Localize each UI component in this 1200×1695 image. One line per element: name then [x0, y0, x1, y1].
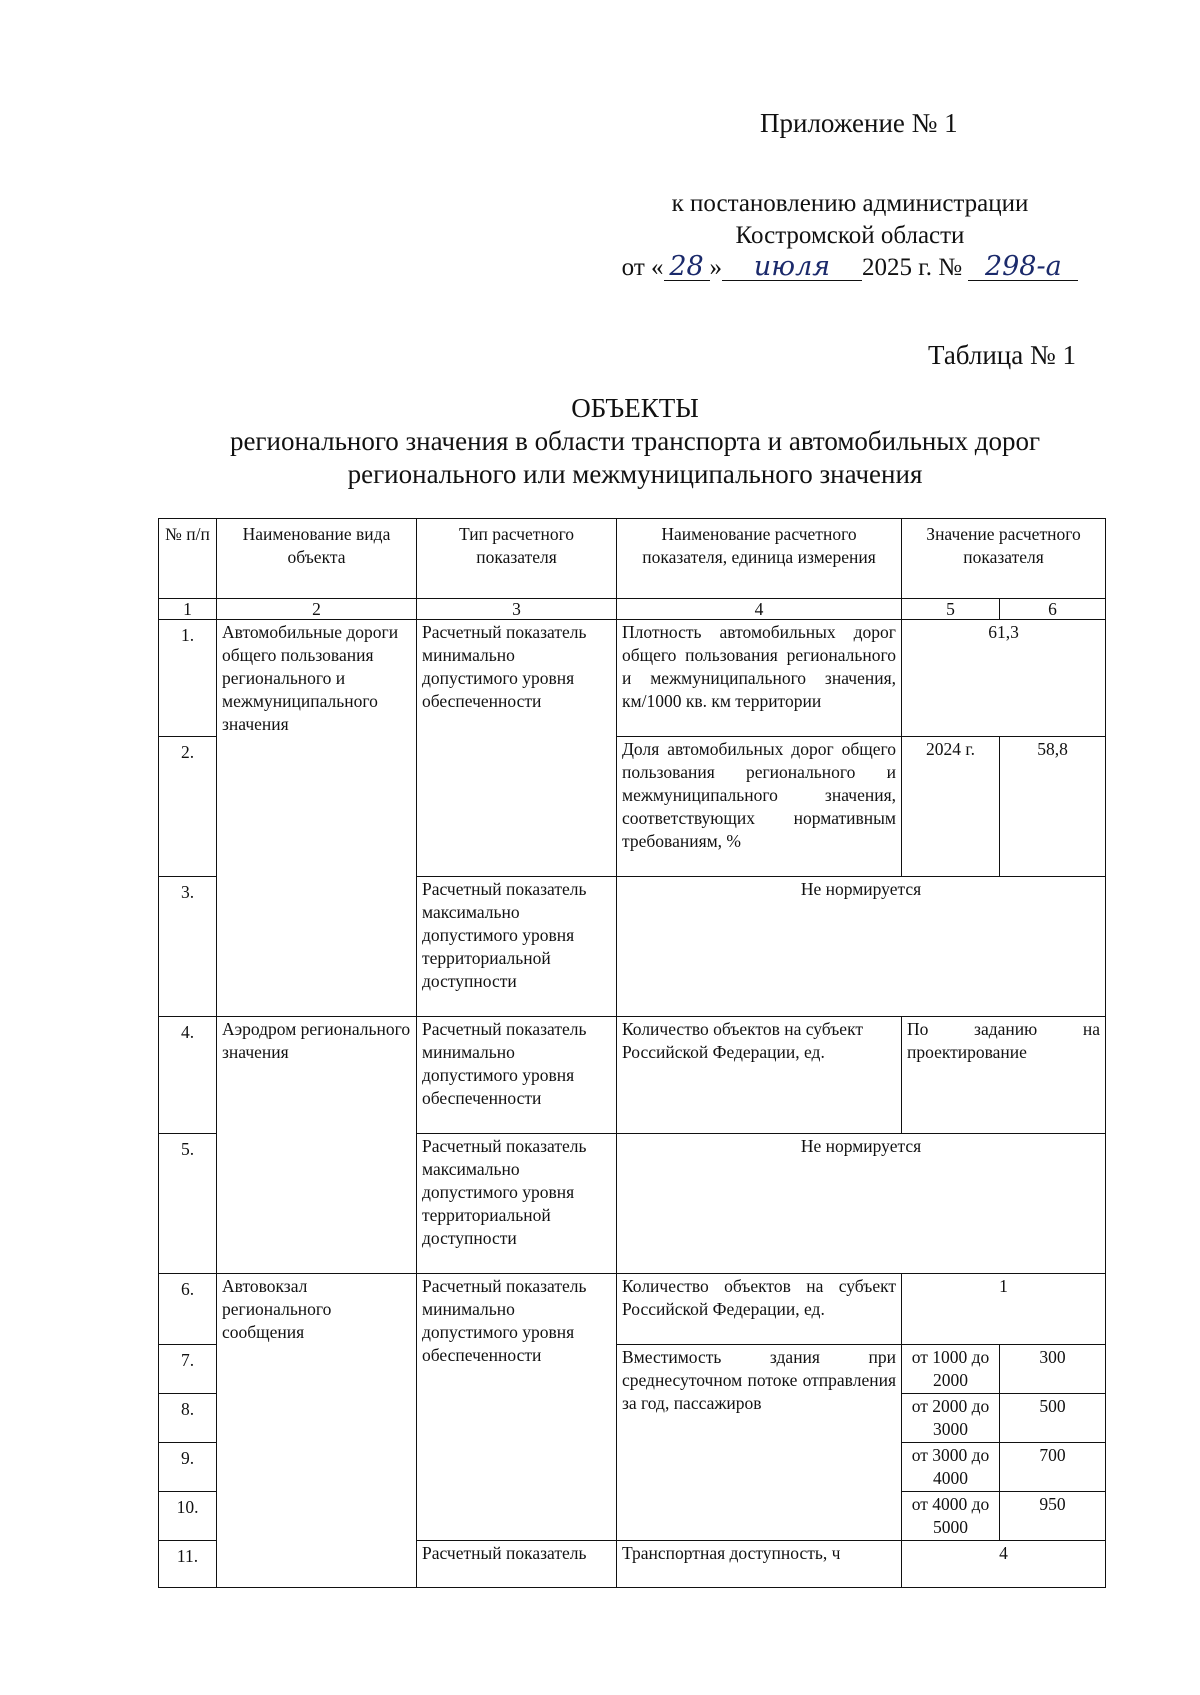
date-mid: » — [709, 254, 723, 281]
object-roads: Автомобильные дороги общего пользования регионального и межмуниципального значения — [217, 620, 417, 1017]
colnum-1: 1 — [159, 599, 217, 620]
header-indicator: Наименование расчетного показателя, единица измерения — [617, 519, 902, 599]
row-number: 3. — [159, 877, 217, 1017]
indicator-airfield-count: Количество объектов на субъект Российской Федерации, ед. — [617, 1017, 902, 1134]
flow-range: от 1000 до 2000 — [902, 1345, 1000, 1394]
type-min-airfield: Расчетный показатель минимально допустимого уровня обеспеченности — [417, 1017, 617, 1134]
row-number: 8. — [159, 1394, 217, 1443]
value-transport-access: 4 — [902, 1541, 1106, 1588]
flow-range: от 3000 до 4000 — [902, 1443, 1000, 1492]
capacity-value: 500 — [1000, 1394, 1106, 1443]
column-numbers-row — [159, 599, 1106, 620]
object-busstation: Автовокзал регионального сообщения — [217, 1274, 417, 1588]
decree-date-line — [600, 252, 1100, 284]
type-max-airfield: Расчетный показатель максимально допустимого уровня территориальной доступности — [417, 1134, 617, 1274]
colnum-2: 2 — [217, 599, 417, 620]
title-line-3: регионального или межмуниципального значения — [347, 459, 923, 489]
row-number: 4. — [159, 1017, 217, 1134]
decree-block — [600, 188, 1100, 284]
capacity-value: 300 — [1000, 1345, 1106, 1394]
header-object: Наименование вида объекта — [217, 519, 417, 599]
indicator-capacity: Вместимость здания при среднесуточном потоке отправления за год, пассажиров — [617, 1345, 902, 1541]
decree-number: 298-а — [968, 254, 1078, 281]
row-number: 2. — [159, 737, 217, 877]
flow-range: от 2000 до 3000 — [902, 1394, 1000, 1443]
date-prefix: от « — [621, 254, 664, 281]
value-road-density: 61,3 — [902, 620, 1106, 737]
object-airfield: Аэродром регионального значения — [217, 1017, 417, 1274]
decree-line-1: к постановлению администрации — [671, 190, 1029, 217]
indicator-road-share: Доля автомобильных дорог общего пользования регионального и межмуниципального значения, соответствующих нормативным требованиям, % — [617, 737, 902, 877]
table-label: Таблица № 1 — [928, 340, 1076, 370]
flow-range: от 4000 до 5000 — [902, 1492, 1000, 1541]
indicator-road-density: Плотность автомобильных дорог общего пользования регионального и межмуниципального значения, км/1000 кв. км территории — [617, 620, 902, 737]
document-title — [0, 392, 1200, 491]
type-short: Расчетный показатель — [417, 1541, 617, 1588]
colnum-3: 3 — [417, 599, 617, 620]
value-year: 2024 г. — [902, 737, 1000, 877]
row-number: 11. — [159, 1541, 217, 1588]
capacity-value: 700 — [1000, 1443, 1106, 1492]
title-line-2: регионального значения в области транспорта и автомобильных дорог — [229, 426, 1041, 456]
row-number: 5. — [159, 1134, 217, 1274]
value-airfield-count: По заданию на проектирование — [902, 1017, 1106, 1134]
decree-line-2: Костромской области — [735, 222, 965, 249]
header-num: № п/п — [159, 519, 217, 599]
table-row — [159, 1017, 1106, 1134]
colnum-6: 6 — [1000, 599, 1106, 620]
value-busstation-count: 1 — [902, 1274, 1106, 1345]
header-type: Тип расчетного показателя — [417, 519, 617, 599]
row-number: 10. — [159, 1492, 217, 1541]
row-number: 7. — [159, 1345, 217, 1394]
not-normed: Не нормируется — [617, 1134, 1106, 1274]
date-month: июля — [722, 254, 862, 281]
table-row — [159, 620, 1106, 737]
row-number: 1. — [159, 620, 217, 737]
not-normed: Не нормируется — [617, 877, 1106, 1017]
capacity-value: 950 — [1000, 1492, 1106, 1541]
header-value: Значение расчетного показателя — [902, 519, 1106, 599]
date-year: 2025 г. № — [862, 254, 963, 281]
objects-table — [158, 518, 1106, 1588]
type-min-roads: Расчетный показатель минимально допустимого уровня обеспеченности — [417, 620, 617, 877]
indicator-busstation-count: Количество объектов на субъект Российской Федерации, ед. — [617, 1274, 902, 1345]
row-number: 9. — [159, 1443, 217, 1492]
date-day: 28 — [664, 254, 710, 281]
value-road-share: 58,8 — [1000, 737, 1106, 877]
table-row — [159, 1274, 1106, 1345]
indicator-transport-access: Транспортная доступность, ч — [617, 1541, 902, 1588]
type-max-roads: Расчетный показатель максимально допустимого уровня территориальной доступности — [417, 877, 617, 1017]
table-header-row — [159, 519, 1106, 599]
title-line-1: ОБЪЕКТЫ — [571, 393, 699, 423]
appendix-label: Приложение № 1 — [760, 108, 958, 138]
row-number: 6. — [159, 1274, 217, 1345]
colnum-5: 5 — [902, 599, 1000, 620]
type-min-busstation: Расчетный показатель минимально допустимого уровня обеспеченности — [417, 1274, 617, 1541]
colnum-4: 4 — [617, 599, 902, 620]
